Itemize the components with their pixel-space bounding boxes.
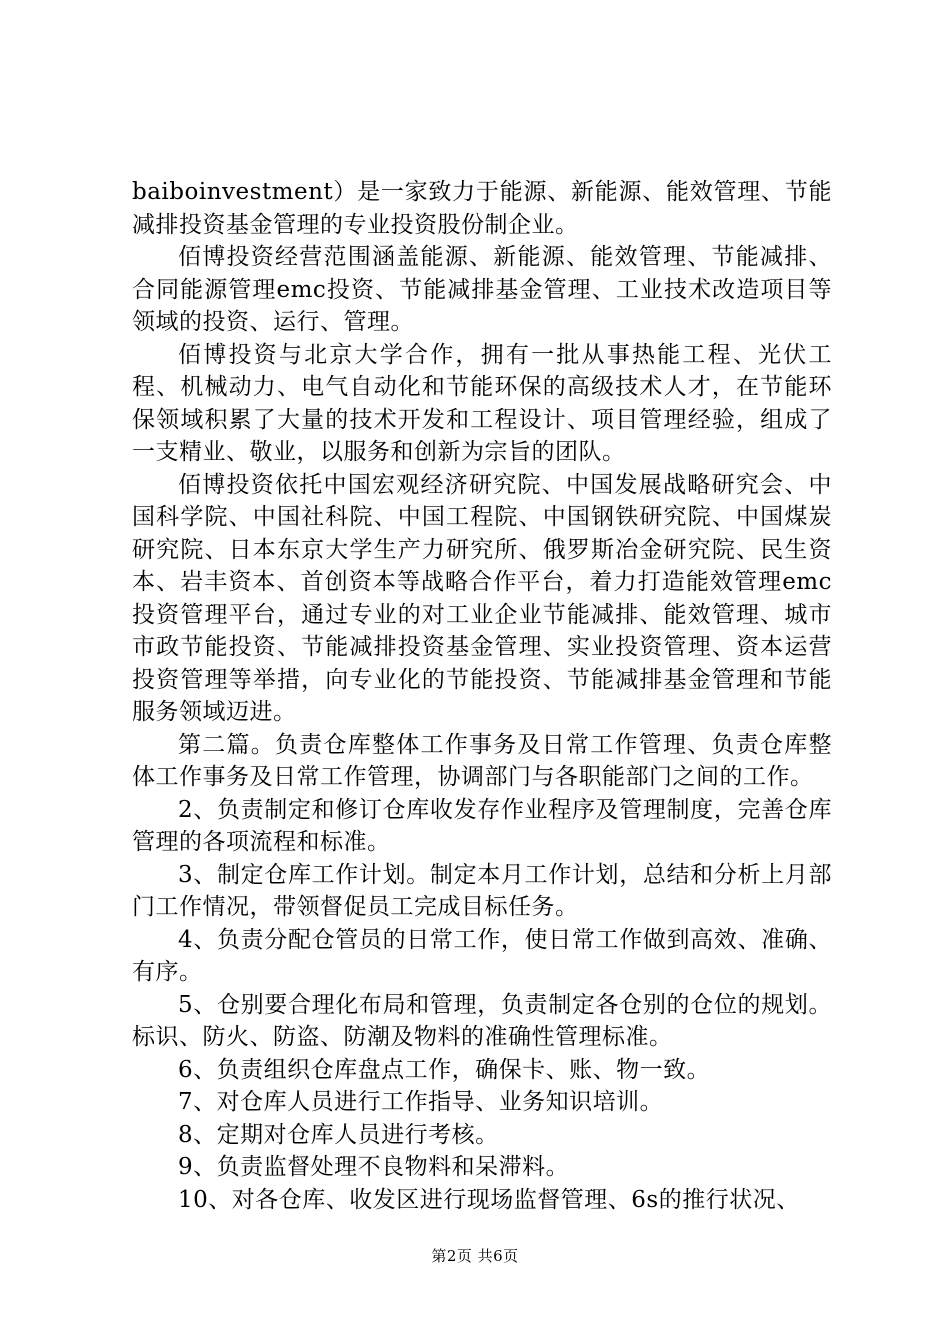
- page-number-footer: 第2页 共6页: [431, 1247, 519, 1265]
- paragraph-team: 佰博投资与北京大学合作，拥有一批从事热能工程、光伏工程、机械动力、电气自动化和节能环保的高级技术人才，在节能环保领域积累了大量的技术开发和工程设计、项目管理经验，组成了一支精业、敬业，以服务和创新为宗旨的团队。: [132, 341, 832, 465]
- list-item-4: 4、负责分配仓管员的日常工作，使日常工作做到高效、准确、有序。: [132, 926, 832, 985]
- paragraph-section-two: 第二篇。负责仓库整体工作事务及日常工作管理、负责仓库整体工作事务及日常工作管理，协调部门与各职能部门之间的工作。: [132, 731, 832, 790]
- document-body: [132, 176, 832, 1216]
- list-item-6: 6、负责组织仓库盘点工作，确保卡、账、物一致。: [178, 1056, 711, 1083]
- list-item-2: 2、负责制定和修订仓库收发存作业程序及管理制度，完善仓库管理的各项流程和标准。: [132, 796, 832, 855]
- list-item-10: 10、对各仓库、收发区进行现场监督管理、6s的推行状况、: [178, 1186, 800, 1213]
- list-item-9: 9、负责监督处理不良物料和呆滞料。: [178, 1154, 570, 1180]
- list-item-5: 5、仓别要合理化布局和管理，负责制定各仓别的仓位的规划。标识、防火、防盗、防潮及物料的准确性管理标准。: [132, 991, 832, 1050]
- list-item-3: 3、制定仓库工作计划。制定本月工作计划，总结和分析上月部门工作情况，带领督促员工完成目标任务。: [132, 861, 832, 920]
- paragraph-company-intro: baiboinvestment）是一家致力于能源、新能源、能效管理、节能减排投资基金管理的专业投资股份制企业。: [132, 179, 832, 238]
- list-item-8: 8、定期对仓库人员进行考核。: [178, 1121, 499, 1148]
- list-item-7: 7、对仓库人员进行工作指导、业务知识培训。: [178, 1089, 664, 1115]
- paragraph-partners: 佰博投资依托中国宏观经济研究院、中国发展战略研究会、中国科学院、中国社科院、中国工程院、中国钢铁研究院、中国煤炭研究院、日本东京大学生产力研究所、俄罗斯冶金研究院、民生资本、岩丰资本、首创资本等战略合作平台，着力打造能效管理emc投资管理平台，通过专业的对工业企业节能减排、能效管理、城市市政节能投资、节能减排投资基金管理、实业投资管理、资本运营投资管理等举措，向专业化的节能投资、节能减排基金管理和节能服务领域迈进。: [132, 471, 832, 725]
- paragraph-business-scope: 佰博投资经营范围涵盖能源、新能源、能效管理、节能减排、合同能源管理emc投资、节能减排基金管理、工业技术改造项目等领域的投资、运行、管理。: [132, 244, 832, 335]
